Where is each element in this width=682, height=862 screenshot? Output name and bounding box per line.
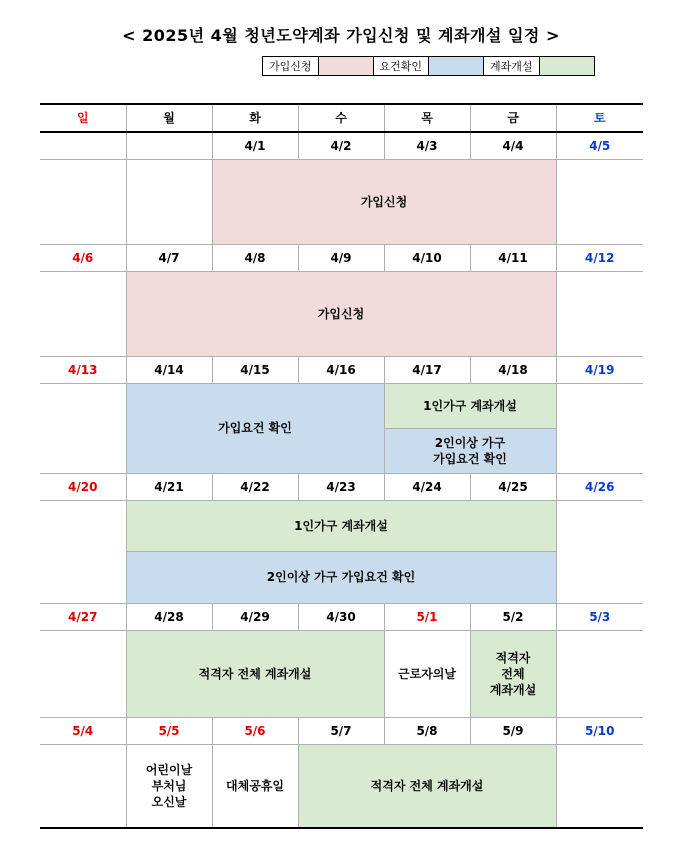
legend-swatch-check bbox=[429, 57, 484, 76]
event-row-week4a bbox=[40, 501, 643, 552]
date-row-week4 bbox=[40, 474, 643, 501]
date-cell: 4/25 bbox=[470, 474, 556, 501]
event-open-all: 적격자 전체 계좌개설 bbox=[298, 745, 556, 829]
date-cell: 4/7 bbox=[126, 245, 212, 272]
event-row-week3a bbox=[40, 384, 643, 429]
date-cell bbox=[40, 132, 126, 160]
event-text-line: 부처님 bbox=[151, 778, 187, 793]
event-row-week4b bbox=[40, 552, 643, 604]
weekday-sat: 토 bbox=[556, 104, 643, 132]
legend-label-signup: 가입신청 bbox=[263, 57, 319, 76]
event-row-week6 bbox=[40, 745, 643, 829]
empty-cell bbox=[40, 501, 126, 604]
date-cell: 4/16 bbox=[298, 357, 384, 384]
date-cell: 4/17 bbox=[384, 357, 470, 384]
legend bbox=[262, 56, 595, 76]
event-signup: 가입신청 bbox=[126, 272, 556, 357]
date-row-week6 bbox=[40, 718, 643, 745]
date-cell: 4/12 bbox=[556, 245, 643, 272]
date-cell: 5/1 bbox=[384, 604, 470, 631]
date-cell: 4/21 bbox=[126, 474, 212, 501]
date-cell: 4/30 bbox=[298, 604, 384, 631]
date-cell: 4/24 bbox=[384, 474, 470, 501]
date-cell bbox=[126, 132, 212, 160]
calendar-table bbox=[40, 103, 643, 829]
weekday-mon: 월 bbox=[126, 104, 212, 132]
date-cell: 5/9 bbox=[470, 718, 556, 745]
date-cell: 5/8 bbox=[384, 718, 470, 745]
event-text-line: 계좌개설 bbox=[489, 683, 537, 698]
empty-cell bbox=[556, 272, 643, 357]
date-cell: 4/11 bbox=[470, 245, 556, 272]
event-text-line: 어린이날 bbox=[145, 762, 193, 777]
event-text-line: 2인이상 가구 bbox=[434, 435, 506, 450]
event-substitute-holiday: 대체공휴일 bbox=[212, 745, 298, 829]
date-cell: 4/26 bbox=[556, 474, 643, 501]
legend-label-open: 계좌개설 bbox=[484, 57, 540, 76]
event-text-line: 가입요건 확인 bbox=[433, 452, 507, 466]
date-cell: 4/14 bbox=[126, 357, 212, 384]
weekday-header-row bbox=[40, 104, 643, 132]
date-cell: 5/5 bbox=[126, 718, 212, 745]
empty-cell bbox=[40, 160, 126, 245]
date-cell: 4/27 bbox=[40, 604, 126, 631]
weekday-wed: 수 bbox=[298, 104, 384, 132]
date-cell: 4/1 bbox=[212, 132, 298, 160]
weekday-tue: 화 bbox=[212, 104, 298, 132]
event-signup: 가입신청 bbox=[212, 160, 556, 245]
event-labor-day: 근로자의날 bbox=[384, 631, 470, 718]
date-cell: 4/15 bbox=[212, 357, 298, 384]
weekday-fri: 금 bbox=[470, 104, 556, 132]
empty-cell bbox=[40, 631, 126, 718]
date-cell: 4/8 bbox=[212, 245, 298, 272]
date-row-week5 bbox=[40, 604, 643, 631]
date-cell: 4/5 bbox=[556, 132, 643, 160]
weekday-thu: 목 bbox=[384, 104, 470, 132]
date-cell: 5/2 bbox=[470, 604, 556, 631]
weekday-sun: 일 bbox=[40, 104, 126, 132]
date-cell: 4/23 bbox=[298, 474, 384, 501]
date-cell: 4/22 bbox=[212, 474, 298, 501]
event-row-week1 bbox=[40, 160, 643, 245]
date-cell: 5/6 bbox=[212, 718, 298, 745]
empty-cell bbox=[40, 384, 126, 474]
empty-cell bbox=[126, 160, 212, 245]
date-cell: 4/20 bbox=[40, 474, 126, 501]
empty-cell bbox=[40, 272, 126, 357]
date-row-week2 bbox=[40, 245, 643, 272]
event-open-all: 적격자 전체 계좌개설 bbox=[126, 631, 384, 718]
date-cell: 4/13 bbox=[40, 357, 126, 384]
empty-cell bbox=[556, 501, 643, 604]
event-check-multi: 2인이상 가구 가입요건 확인 bbox=[126, 552, 556, 604]
page-title: < 2025년 4월 청년도약계좌 가입신청 및 계좌개설 일정 > bbox=[122, 26, 560, 45]
event-row-week2 bbox=[40, 272, 643, 357]
event-text-line: 적격자 bbox=[495, 650, 531, 665]
date-cell: 5/4 bbox=[40, 718, 126, 745]
empty-cell bbox=[556, 384, 643, 474]
date-row-week3 bbox=[40, 357, 643, 384]
event-text-line: 전체 bbox=[501, 666, 525, 681]
date-cell: 4/10 bbox=[384, 245, 470, 272]
event-check: 가입요건 확인 bbox=[126, 384, 384, 474]
legend-label-check: 요건확인 bbox=[373, 57, 429, 76]
date-cell: 4/28 bbox=[126, 604, 212, 631]
date-cell: 5/10 bbox=[556, 718, 643, 745]
legend-swatch-signup bbox=[318, 57, 373, 76]
date-cell: 4/4 bbox=[470, 132, 556, 160]
empty-cell bbox=[556, 745, 643, 829]
date-cell: 4/6 bbox=[40, 245, 126, 272]
date-cell: 4/19 bbox=[556, 357, 643, 384]
empty-cell bbox=[40, 745, 126, 829]
event-text-line: 오신날 bbox=[151, 795, 187, 810]
date-cell: 5/7 bbox=[298, 718, 384, 745]
date-row-week1 bbox=[40, 132, 643, 160]
date-cell: 4/29 bbox=[212, 604, 298, 631]
date-cell: 4/18 bbox=[470, 357, 556, 384]
event-check-multi bbox=[384, 429, 556, 474]
legend-swatch-open bbox=[539, 57, 594, 76]
event-open-all-short bbox=[470, 631, 556, 718]
date-cell: 4/9 bbox=[298, 245, 384, 272]
event-childrens-buddha-day bbox=[126, 745, 212, 829]
event-row-week5 bbox=[40, 631, 643, 718]
date-cell: 4/3 bbox=[384, 132, 470, 160]
empty-cell bbox=[556, 160, 643, 245]
empty-cell bbox=[556, 631, 643, 718]
event-open-single: 1인가구 계좌개설 bbox=[384, 384, 556, 429]
date-cell: 4/2 bbox=[298, 132, 384, 160]
date-cell: 5/3 bbox=[556, 604, 643, 631]
event-open-single: 1인가구 계좌개설 bbox=[126, 501, 556, 552]
